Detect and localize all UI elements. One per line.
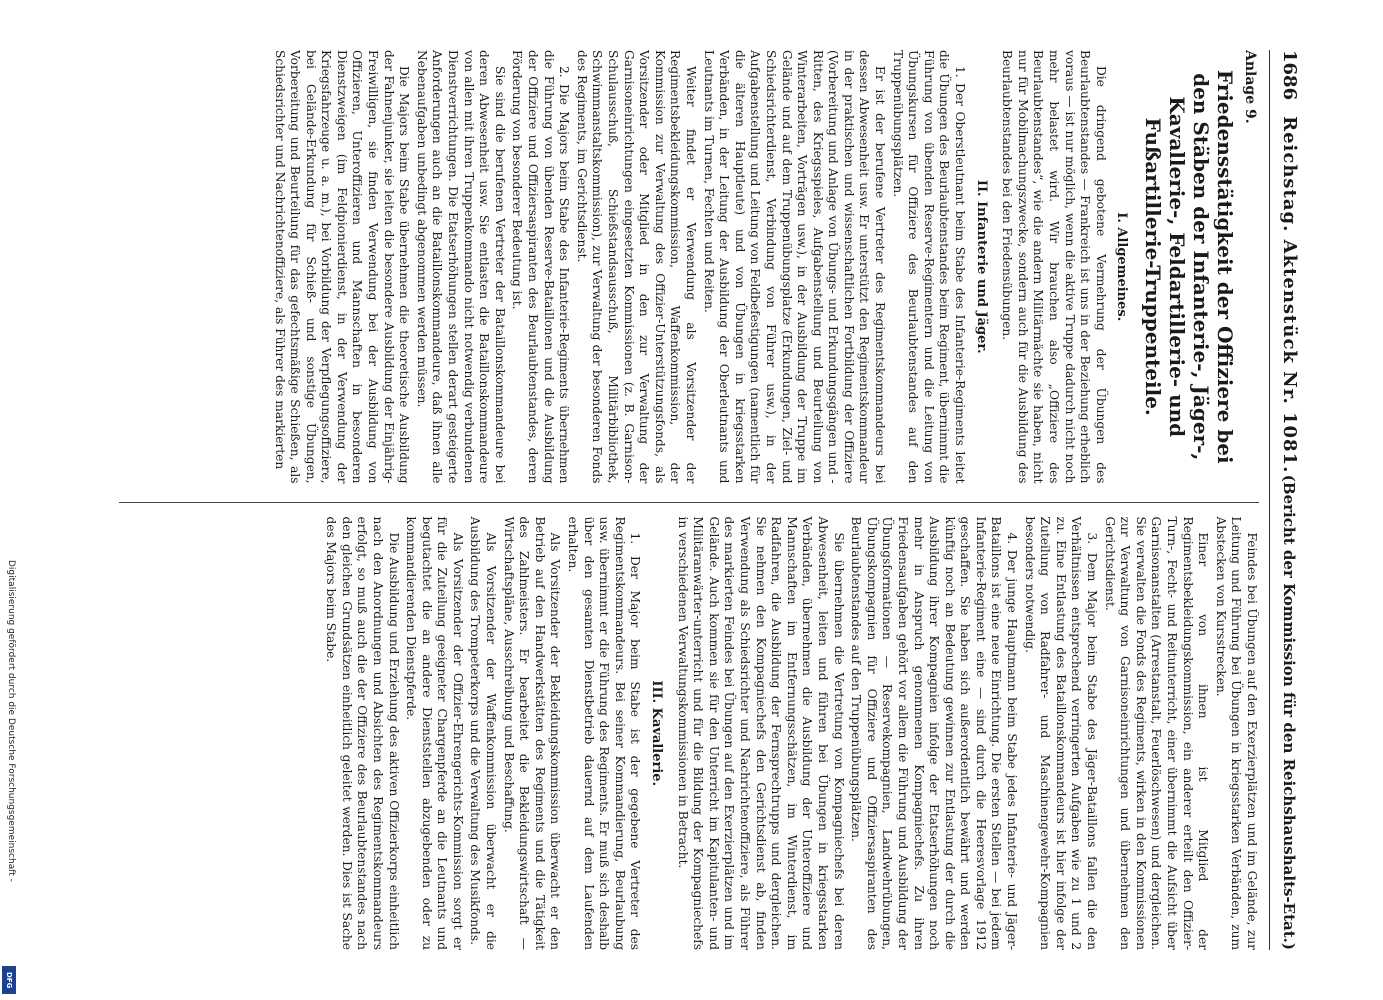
- paragraph: Die Majors beim Stabe übernehmen die theoretische Ausbildung der Fahnenjunker, sie leiten die besondere Ausbildung der Einjährig-Freiwilligen, sie finden Verwendung bei der Ausbildung von Offizieren, Unteroffizieren und Mannschaften in besonderen Dienstzweigen (im Feldpionierdienst, in der Verwendung der Kriegsfahrzeuge u. a. m.), bei Vorbildung der Verpflegungsoffiziere, bei Gelände-Erkundung für Schieß- und sonstige Übungen, Vorbereitung und Beurteilung für das gefechtsmäßige Schießen, als Schiedsrichter und Nachrichtenoffiziere, als Führer des markierten: [272, 50, 412, 484]
- digitization-credit: [4, 560, 16, 980]
- paragraph: 3. Dem Major beim Stabe des Jäger-Bataillons fallen die den Verhältnissen entsprechend verringerten Aufgaben wie zu 1 und 2 zu. Eine Entlastung des Bataillonskommandeurs ist hier infolge der Zuteilung von Radfahrer- und Maschinengewehr-Kompagnien besonders notwendig.: [1022, 516, 1100, 950]
- right-column: [119, 502, 1259, 951]
- section-heading-3: III. Kavallerie.: [649, 680, 665, 787]
- paragraph: Er ist der berufene Vertreter des Regimentskommandeurs bei dessen Abwesenheit usw. Er unterstützt den Regimentskommandeur in der praktischen und wissenschaftlichen Fortbildung der Offiziere (Vorbereitung und Anlage von Übungs- und Erkundungsgängen und -Ritten, des Kriegsspieles, Aufgabenstellung und Beurteilung von Winterarbeiten, Vorträgen usw.), in der Ausbildung der Truppe im Gelände und auf dem Truppenübungsplatze (Erkundungen, Ziel- und Schiedsrichterdienst, Verbindung von Führer usw.), in der Aufgabenstellung und Leitung von Feldbefestigungen (namentlich für die älteren Hauptleute) und von Übungen in kriegsstarken Verbänden, in der Leitung der Ausbildung der Oberleutnants und Leutnants im Turnen, Fechten und Reiten.: [701, 50, 888, 484]
- text-columns: [119, 50, 1259, 950]
- annex-label: Anlage 9.: [1242, 50, 1258, 124]
- page-number: 1686: [1279, 50, 1300, 101]
- header-title: Reichstag. Aktenstück Nr. 1081.: [1279, 116, 1300, 474]
- paragraph: Einer von ihnen ist Mitglied der Regimentsbekleidungskommission, ein anderer erteilt den Offizier-Turn-, Fecht- und Reitunterricht, einer übernimmt die Aufsicht über Garnisonanstalten (Arrestanstalt, Feuerlöschwesen) und dergleichen. Sie verwalten die Fonds des Regiments, wirken in den Kommissionen zur Verwaltung von Garnisoneinrichtungen und übernehmen den Gerichtsdienst.: [1102, 516, 1211, 950]
- paragraph: Weiter findet er Verwendung als Vorsitzender der Regimentsbekleidungskommission, Waffenkommission, der Kommission zur Verwaltung des Offizier-Unterstützungsfonds, als Vorsitzender oder Mitglied in den zur Verwaltung der Garnisoneinrichtungen eingesetzten Kommissionen (z. B. Garnison-Schulausschuß, Schießstandsausschuß, Militärbibliothek, Schwimmanstaltskommission), zur Verwaltung der besonderen Fonds des Regiments, im Gerichtsdienst.: [574, 50, 698, 484]
- page-header: [1269, 50, 1300, 950]
- dfg-logo-text: DFG: [5, 971, 13, 989]
- paragraph: Als Vorsitzender der Waffenkommission überwacht er die Ausbildung des Trompeterkorps und die Verwaltung des Musikfonds.: [468, 516, 499, 950]
- dfg-logo: [2, 966, 16, 994]
- paragraph: Feindes bei Übungen auf den Exerzierplätzen und im Gelände, zur Leitung und Führung bei Übungen in kriegsstarken Verbänden, zum Abstecken von Kursstrecken.: [1213, 516, 1259, 950]
- paragraph: Sie übernehmen die Vertretung von Kompagniechefs bei deren Abwesenheit, leiten und führen bei Übungen in kriegsstarken Verbänden, übernehmen die Ausbildung der Unteroffiziere und Mannschaften im Entfernungsschätzen, im Winterdienst, im Radfahren, die Ausbildung der Fernsprechtrupps und dergleichen. Sie nehmen den Kompagniechefs den Gerichtsdienst ab, finden Verwendung als Schiedsrichter und Nachrichtenoffiziere, als Führer des markierten Feindes bei Übungen auf den Exerzierplätzen und im Gelände. Auch kommen sie für den Unterricht im Kapitulanten- und Militäranwärter-unterricht und für die Bildung der Kompagniechefs in verschiedenen Verwaltungskommissionen in Betracht.: [675, 516, 846, 950]
- paragraph: Die dringend gebotene Vermehrung der Übungen des Beurlaubtenstandes — Frankreich ist uns in der Beziehung erheblich voraus — ist nur möglich, wenn die aktive Truppe dadurch nicht noch mehr belastet wird. Wir brauchen also „Offiziere des Beurlaubtenstandes“, wie die andern Militärmächte sie haben, nicht nur für Mobilmachungszwecke, sondern auch für die Ausbildung des Beurlaubtenstandes bei den Friedensübungen.: [1000, 50, 1108, 484]
- document-title: Friedensstätigkeit der Offiziere bei den Stäben der Infanterie-, Jäger-, Kavallerie-, Feldartillerie- und Fußartillerie-Truppenteile.: [1141, 69, 1238, 464]
- paragraph: 4. Der junge Hauptmann beim Stabe jedes Infanterie- und Jäger-Bataillons ist eine neue Einrichtung. Die ersten Stellen — bei jedem Infanterie-Regiment eine — sind durch die Heeresvorlage 1912 geschaffen. Sie haben sich außerordentlich bewährt und werden künftig noch an Bedeutung gewinnen zur Entlastung der durch die Ausbildung ihrer Kompagnien infolge der Etatserhöhungen noch mehr in Anspruch genommenen Kompagniechefs. Zu ihren Friedensaufgaben gehört vor allem die Führung und Ausbildung der Übungsformationen — Reservekompagnien, Landwehrübungen, Übungskompagnien für Offiziere und Offiziersaspiranten des Beurlaubtenstandes auf den Truppenübungsplätzen.: [849, 516, 1020, 950]
- paragraph: 1. Der Major beim Stabe ist der gegebene Vertreter des Regimentskommandeurs. Bei seiner Kommandierung, Beurlaubung usw. übernimmt er die Führung des Regiments. Er muß sich deshalb über den gesamten Dienstbetrieb dauernd auf dem Laufenden erhalten.: [566, 516, 643, 950]
- section-heading-2: II. Infanterie und Jäger.: [973, 179, 989, 354]
- credit-text: Digitalisierung gefördert durch die Deutsche Forschungsgemeinschaft -: [6, 560, 16, 882]
- paragraph: 2. Die Majors beim Stabe des Infanterie-Regiments übernehmen die Führung von übenden Reserve-Bataillonen und die Ausbildung der Offiziere und Offiziersaspiranten des Beurlaubtenstandes, deren Förderung von besonderer Bedeutung ist.: [510, 50, 572, 484]
- left-column: [119, 50, 1259, 484]
- paragraph: Sie sind die berufenen Vertreter der Bataillonskommandeure bei deren Abwesenheit usw. Sie entlasten die Bataillonskommandeure von allen mit ihren Truppenkommando nicht notwendig verbundenen Dienstverrichtungen. Die Etatserhöhungen stellen derart gesteigerte Anforderungen auch an die Bataillonskommandeure, daß ihnen alle Nebenaufgaben unbedingt abgenommen werden müssen.: [414, 50, 507, 484]
- paragraph: Als Vorsitzender der Offizier-Ehrengerichts-Kommission sorgt er für die Zuteilung geeigneter Chargenpferde an die Leutnants und begutachtet die an andere Dienststellen abzugebenden oder zu kommandierenden Dienstpferde.: [404, 516, 465, 950]
- rotated-page-content: [100, 50, 1300, 950]
- paragraph: Als Vorsitzender der Bekleidungskommission überwacht er den Betrieb auf den Handwerkstätten des Regiments und die Tätigkeit des Zahlmeisters. Er bearbeitet die Bekleidungswirtschaft — Wirtschaftspläne, Ausschreibung und Beschaffung.: [501, 516, 563, 950]
- header-subtitle: (Bericht der Kommission für den Reichshaushalts-Etat.): [1280, 474, 1298, 950]
- paragraph: Die Ausbildung und Erziehung des aktiven Offizierkorps einheitlich nach den Anordnungen und Absichten des Regimentskommandeurs erfolgt, so muß auch die der Offiziere des Beurlaubtenstandes nach den gleichen Grundsätzen einheitlich geleitet werden. Dies ist Sache des Majors beim Stabe.: [324, 516, 401, 950]
- section-heading-1: I. Allgemeines.: [1114, 212, 1130, 322]
- paragraph: 1. Der Oberstleutnant beim Stabe des Infanterie-Regiments leitet die Übungen des Beurlaubtenstandes beim Regiment, übernimmt die Führung von übenden Reserve-Regimentern und die Leitung von Übungskursen für Offiziere des Beurlaubtenstandes auf den Truppenübungsplätzen.: [890, 50, 968, 484]
